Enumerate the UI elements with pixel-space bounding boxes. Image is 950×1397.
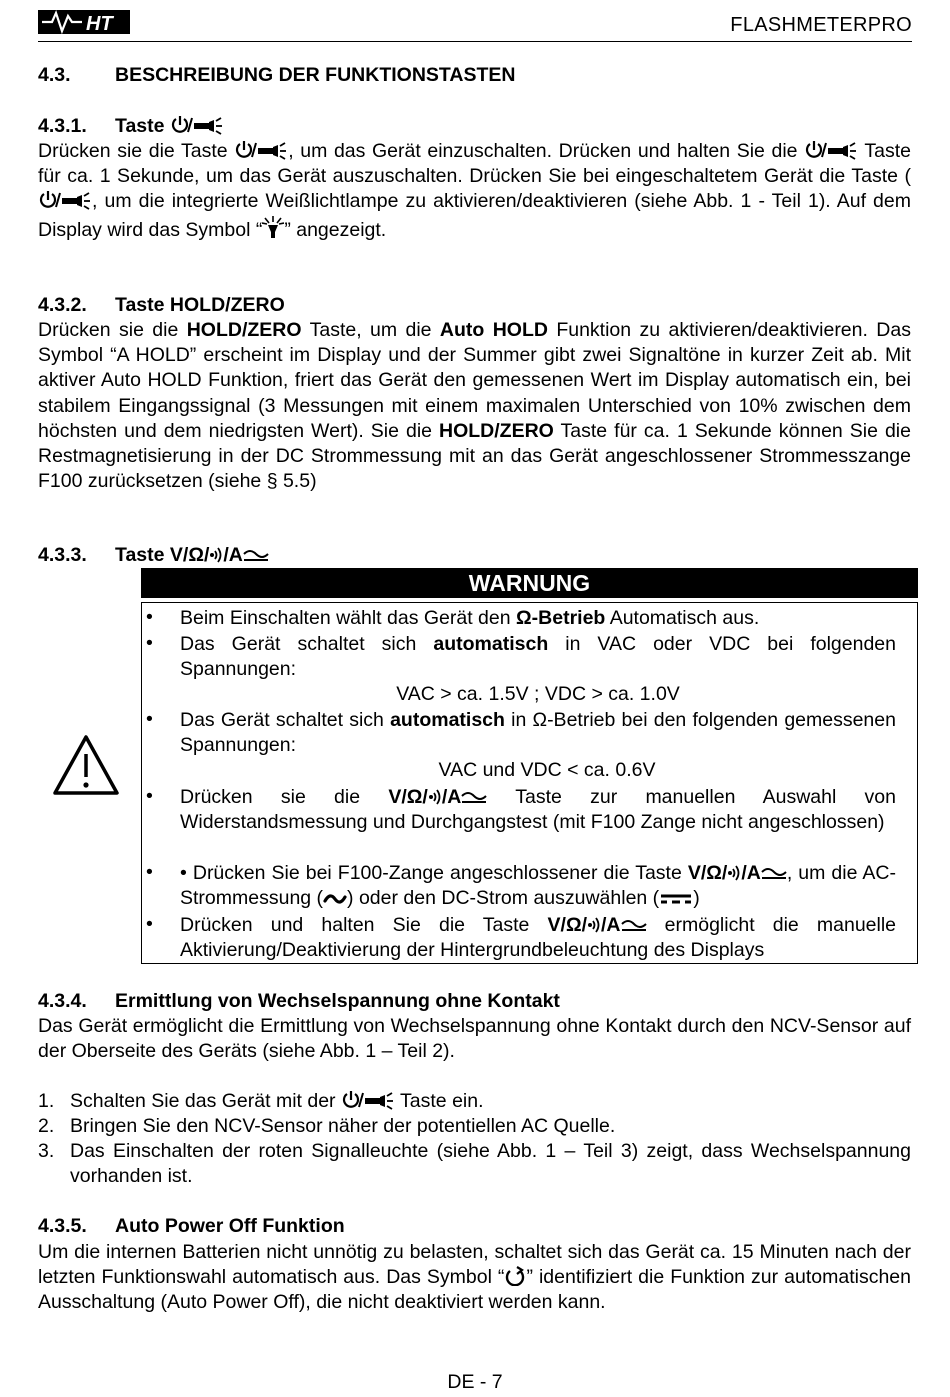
continuity-icon xyxy=(727,864,741,882)
document-title: FLASHMETERPRO xyxy=(730,14,912,36)
power-torch-icon xyxy=(234,140,288,160)
list-item: 2. Bringen Sie den NCV-Sensor näher der potentiellen AC Quelle. xyxy=(38,1115,616,1137)
warning-item-3: • Das Gerät schaltet sich automatisch in Ω-Betrieb bei den folgenden gemessenen Spannungen: VAC und VDC < ca. 0.6V xyxy=(146,708,896,782)
section-4-3-4-heading: 4.3.4. Ermittlung von Wechselspannung ohne Kontakt xyxy=(38,990,560,1012)
dc-symbol-icon xyxy=(659,891,693,907)
continuity-icon xyxy=(428,788,442,806)
warning-item-6: • Drücken und halten Sie die Taste V/Ω/ /A ermöglicht die manuelle Aktivierung/Deaktivierung der Hintergrundbeleuchtung des Displays xyxy=(146,913,897,962)
section-4-3-2-heading: 4.3.2. Taste HOLD/ZERO xyxy=(38,294,285,316)
power-torch-icon xyxy=(804,140,858,160)
section-4-3-5-heading: 4.3.5. Auto Power Off Funktion xyxy=(38,1215,345,1237)
header-divider xyxy=(38,41,912,42)
ac-dc-icon xyxy=(761,866,787,882)
warning-banner: WARNUNG xyxy=(141,568,918,598)
section-4-3-4-text: Das Gerät ermöglicht die Ermittlung von Wechselspannung ohne Kontakt durch den NCV-Sensor auf der Oberseite des Geräts (siehe Abb. 1 – Teil 2). xyxy=(38,1015,911,1063)
auto-power-off-icon xyxy=(504,1266,526,1286)
continuity-icon xyxy=(587,916,601,934)
section-4-3-1-text: Drücken sie die Taste , um das Gerät einzuschalten. Drücken und halten Sie die Taste für ca. 1 Sekunde, um das Gerät auszuschalten. Drücken Sie bei eingeschaltetem Gerät die Taste (, um die integrierte Weißlichtlampe zu aktivieren/deaktivieren (siehe Abb. 1 - Teil 1). Auf dem Display wird das Symbol “ ” angezeigt. xyxy=(38,140,911,241)
continuity-icon xyxy=(209,546,223,564)
svg-text:HT: HT xyxy=(86,13,113,35)
section-4-3-1-heading: 4.3.1. Taste xyxy=(38,115,911,138)
section-4-3-3-heading: 4.3.3. Taste V/Ω/ /A xyxy=(38,544,911,567)
ac-dc-icon xyxy=(621,918,647,934)
warning-item-2: • Das Gerät schaltet sich automatisch in VAC oder VDC bei folgenden Spannungen: VAC > ca. 1.5V ; VDC > ca. 1.0V xyxy=(146,632,896,706)
warning-item-1: • Beim Einschalten wählt das Gerät den Ω-Betrieb Automatisch aus. xyxy=(146,606,760,629)
list-item: 3. Das Einschalten der roten Signalleuchte (siehe Abb. 1 – Teil 3) zeigt, dass Wechselspannung vorhanden ist. xyxy=(38,1140,911,1187)
warning-item-5: • • Drücken Sie bei F100-Zange angeschlossener die Taste V/Ω/ /A , um die AC-Strommessung ( ) oder den DC-Strom auszuwählen ( ) xyxy=(146,861,896,910)
ht-logo xyxy=(38,8,130,36)
ac-dc-icon xyxy=(461,790,487,806)
warning-triangle-icon xyxy=(52,734,120,796)
warning-item-4: • Drücken sie die V/Ω/ /A Taste zur manuellen Auswahl von Widerstandsmessung und Durchgangstest (mit F100 Zange nicht angeschlossen) xyxy=(146,785,896,834)
section-4-3-5-text: Um die internen Batterien nicht unnötig zu belasten, schaltet sich das Gerät ca. 15 Minuten nach der letzten Funktionswahl automatisch aus. Das Symbol “ ” identifiziert die Funktion zur automatischen Ausschaltung (Auto Power Off), die nicht deaktiviert werden kann. xyxy=(38,1241,911,1314)
power-torch-icon xyxy=(341,1090,395,1110)
power-torch-icon xyxy=(170,115,224,135)
ac-dc-icon xyxy=(243,548,269,564)
section-4-3-heading: 4.3. BESCHREIBUNG DER FUNKTIONSTASTEN xyxy=(38,64,516,86)
section-4-3-2-text: Drücken sie die HOLD/ZERO Taste, um die Auto HOLD Funktion zu aktivieren/deaktivieren. Das Symbol “A HOLD” erscheint im Display und der Summer gibt zwei Signaltöne in kurzer Zeit ab. Mit aktiver Auto HOLD Funktion, friert das Gerät den gemessenen Wert im Display automatisch ein, bei stabilem Eingangssignal (3 Messungen mit einem maximalen Unterschied von 10% zwischen dem höchsten und dem niedrigsten Wert). Sie die HOLD/ZERO Taste für ca. 1 Sekunde können Sie die Restmagnetisierung in der DC Strommessung mit an das Gerät angeschlossener Strommesszange F100 zurücksetzen (siehe § 5.5) xyxy=(38,319,911,493)
list-item: 1. Schalten Sie das Gerät mit der Taste ein. xyxy=(38,1090,484,1112)
power-torch-icon xyxy=(38,190,92,210)
ac-wave-icon xyxy=(323,891,347,907)
torch-light-icon xyxy=(262,215,284,239)
section-4-3-4-list xyxy=(38,1089,911,1189)
page-number: DE - 7 xyxy=(447,1371,503,1393)
